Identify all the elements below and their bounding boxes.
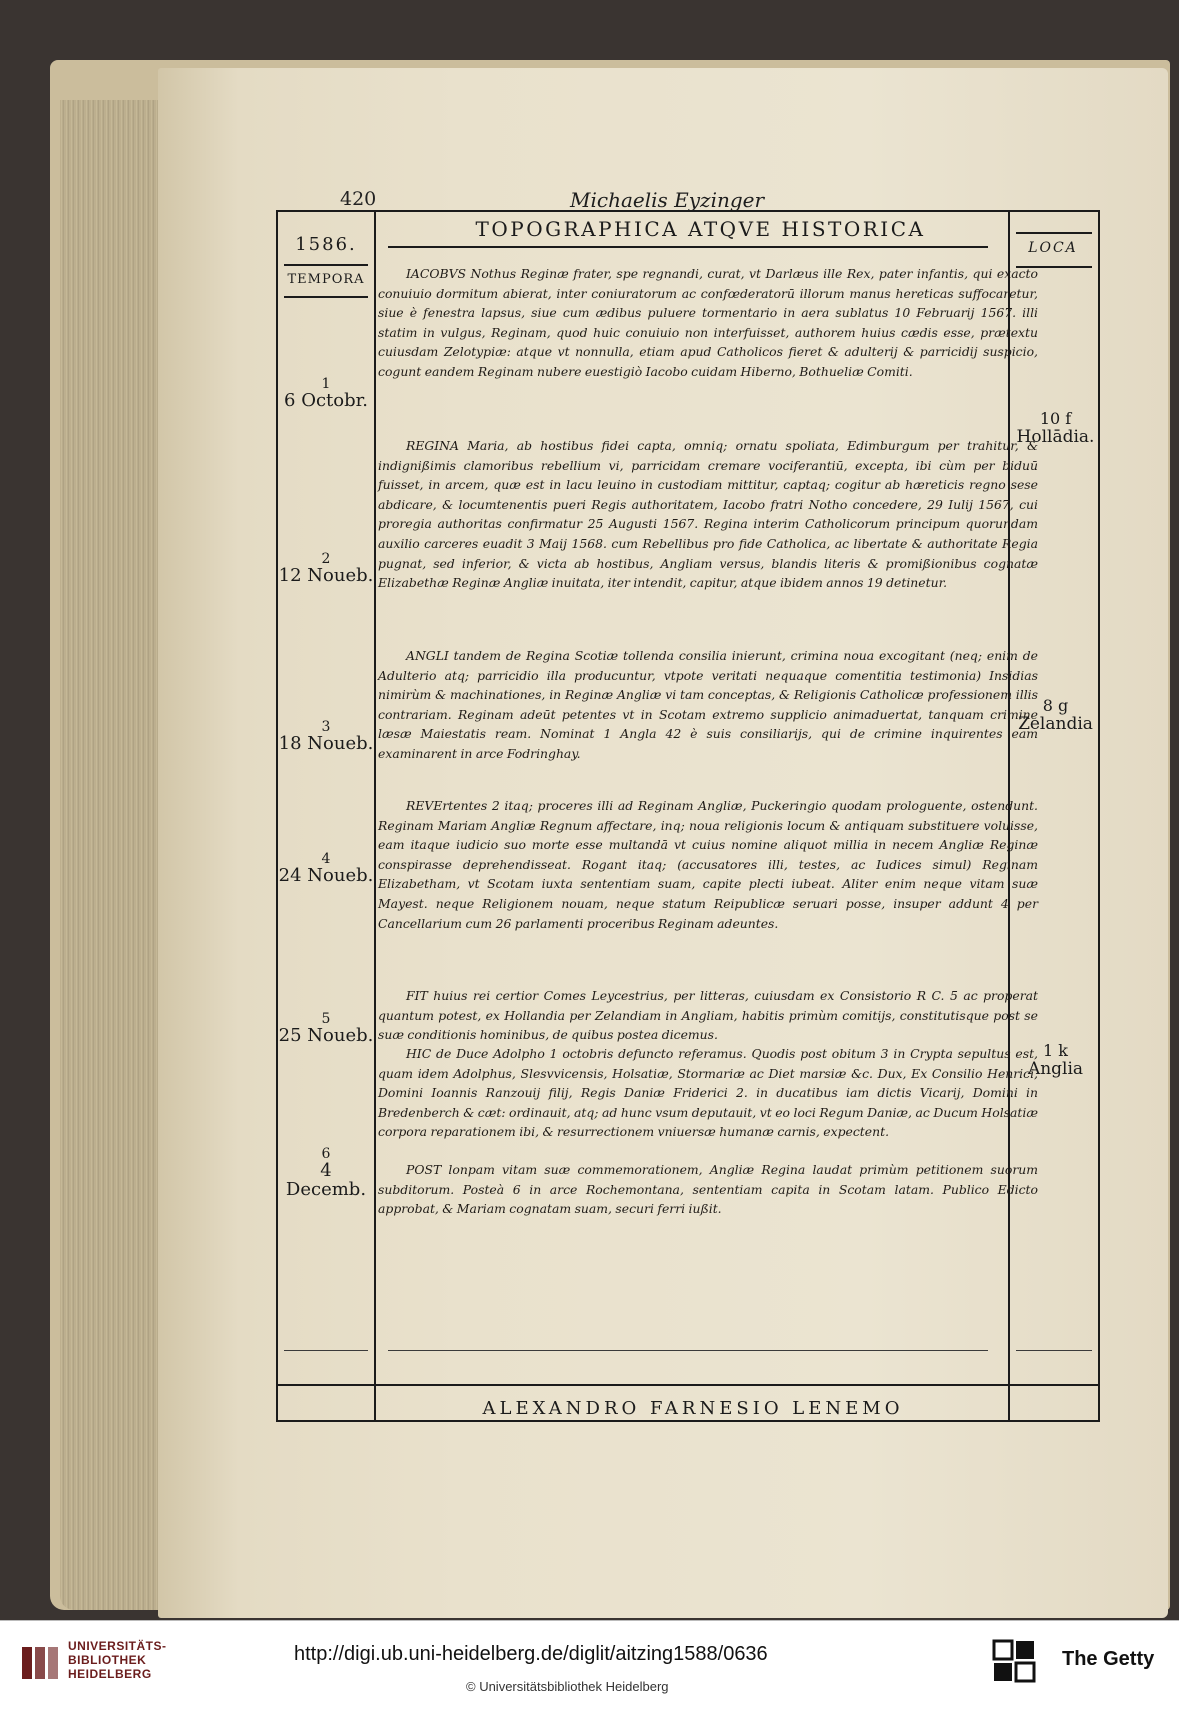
place-name: Hollādia. <box>1016 426 1095 447</box>
page-frame <box>276 210 1100 1422</box>
date-note-number: 1 <box>321 376 331 392</box>
loca-label: LOCA <box>1028 240 1078 256</box>
date-marker <box>278 1147 374 1199</box>
library-name-line: BIBLIOTHEK <box>68 1653 147 1667</box>
page-edges <box>60 100 170 1610</box>
date-day: 25 Noueb. <box>278 1024 374 1046</box>
paragraph: IACOBVS Nothus Reginæ frater, spe regnandi, curat, vt Darlæus ille Rex, pater infantis, qui exacto conuiuio dormitum abierat, inter coniuratorum ac confœderatorū illorum manus hereticas suffocaretur, siue è fenestra lapsus, siue cum ædibus puluere tormentario in aera sublatus 10 Februarij 1567. illi statim in vulgus, Reginam, quod huic conuiuio non interfuisset, authorem huius cædis esse, prætextu cuiusdam Zelotypiæ: atque vt nonnulla, etiam apud Catholicos fieret & adulterij & parricidij suspicio, cogunt eandem Reginam nubere euestigiò Iacobo cuidam Hiberno, Bothueliæ Comiti. <box>378 266 1038 379</box>
library-name <box>68 1639 167 1681</box>
date-note-number: 3 <box>321 719 331 735</box>
paragraph: FIT huius rei certior Comes Leycestrius, per litteras, cuiusdam ex Consistorio R C. 5 ac properat quantum potest, ex Hollandia per Zelandiam in Angliam, habitis primùm comitijs, constitutisque post se suæ conditionis hominibus, de quibus postea dicemus. <box>378 988 1038 1043</box>
date-day: 24 Noueb. <box>278 864 374 886</box>
library-name-line: UNIVERSITÄTS- <box>68 1639 167 1653</box>
getty-logo-icon <box>990 1635 1040 1685</box>
tempora-label: TEMPORA <box>287 272 365 287</box>
library-name-line: HEIDELBERG <box>68 1667 152 1681</box>
university-library-logo-icon <box>20 1643 60 1683</box>
place-name: Zelandia <box>1018 713 1093 734</box>
date-column-footer-rule <box>284 1350 368 1351</box>
folio-number: 420 <box>340 188 377 210</box>
partner-name: The Getty <box>1062 1648 1155 1670</box>
running-title: Michaelis Eyzinger <box>570 188 765 212</box>
date-marker <box>278 852 374 886</box>
paragraph: POST lonpam vitam suæ commemorationem, Angliæ Regina laudat primùm petitionem suorum subditorum. Posteà 6 in arce Rochemontana, sententiam capita in Scotam latam. Publico Edicto approbat, & Mariam cognatam suam, securi ferri iußit. <box>378 1162 1038 1217</box>
date-day: 18 Noueb. <box>278 732 374 754</box>
date-note-number: 2 <box>321 551 331 567</box>
date-day: 12 Noueb. <box>278 564 374 586</box>
footer-title: ALEXANDRO FARNESIO LENEMO <box>482 1398 904 1419</box>
date-marker <box>278 552 374 586</box>
footer-rule <box>278 1384 1098 1386</box>
date-note-number: 5 <box>321 1011 331 1027</box>
date-day: 6 Octobr. <box>284 389 368 411</box>
permalink-url[interactable]: http://digi.ub.uni-heidelberg.de/diglit/aitzing1588/0636 <box>294 1643 768 1665</box>
date-marker <box>278 377 374 411</box>
running-head <box>340 188 1040 212</box>
viewer-footer <box>0 1620 1179 1710</box>
paragraph: HIC de Duce Adolpho 1 octobris defuncto referamus. Quodis post obitum 3 in Crypta sepultus est, quam idem Adolphus, Slesvvicensis, Holsatiæ, Stormariæ ac Diet marsiæ &c. Dux, Ex Consilio Henrici, Domini Ioannis Ranzouij filij, Regis Daniæ Friderici 2. in ducatibus iam dictis Vicarij, Domini in Bredenberch & cæt: ordinauit, atq; ad hunc vsum deputauit, vt eo loci Regum Daniæ, ac Ducum Holsatiæ corpora reparationem ibi, & resurrectionem vniuersæ humanæ carnis, expectent. <box>378 1046 1038 1140</box>
copyright-notice: © Universitätsbibliothek Heidelberg <box>466 1679 669 1694</box>
date-day: 4 Decemb. <box>285 1159 367 1200</box>
date-marker <box>278 1012 374 1046</box>
place-name: Anglia <box>1027 1058 1084 1079</box>
loca-rule-top <box>1016 232 1092 234</box>
main-title: TOPOGRAPHICA ATQVE HISTORICA <box>475 217 926 241</box>
paragraph: ANGLI tandem de Regina Scotiæ tollenda consilia inierunt, crimina noua excogitant (neq; enim de Adulterio atq; parricidio illa producuntur, vtpote veritati nequaque comentitia testimonia) Insidias nimirùm & machinationes, in Reginæ Angliæ vi tam conceptas, & Religionis Catholicæ professionem illis contrariam. Reginam adeūt petentes vt in Scotam extremo supplicio animaduertat, tanquam crimine læsæ Maiestatis ream. Nominat 1 Angla 42 è suis consiliarijs, qui de crimine inquirentes eam examinarent in arce Fodringhay. <box>378 648 1038 761</box>
place-code: 8 g <box>1042 696 1069 715</box>
place-code: 1 k <box>1043 1041 1068 1060</box>
year-label: 1586. <box>295 234 357 255</box>
title-rule <box>388 246 988 248</box>
date-note-number: 4 <box>321 851 331 867</box>
paragraph: REGINA Maria, ab hostibus fidei capta, omniq; ornatu spoliata, Edimburgum per trahitur, & indignißimis clamoribus rebellium vi, parricidam cremare vociferantiū, excepta, ibi cùm per biduū fuisset, in arcem, quæ est in lacu leuino in custodiam mittitur, captaq; cogitur ab hæreticis regno sese abdicare, & locumtenentis pueri Regis authoritatem, Iacobo fratri Notho concedere, 29 Iulij 1567, cui proregia authoritas confirmatur 25 Augusti 1567. Regina interim Catholicorum principum quorundam auxilio carceres euadit 3 Maij 1568. cum Rebellibus pro fide Catholica, ac libertate & authoritate Regia pugnat, sed inferior, & victa ab hostibus, Angliam versus, blandis literis & promißionibus cognatæ Elizabethæ Reginæ Angliæ inuitata, iter intendit, capitur, atque ibidem annos 19 detinetur. <box>378 438 1038 591</box>
date-note-number: 6 <box>321 1146 331 1162</box>
year-rule <box>284 264 368 266</box>
text-column-footer-rule <box>388 1350 988 1351</box>
place-code: 10 f <box>1039 409 1072 428</box>
left-column-divider <box>374 212 376 1420</box>
date-marker <box>278 720 374 754</box>
paragraph: REVErtentes 2 itaq; proceres illi ad Reginam Angliæ, Puckeringio quodam prologuente, ostendunt. Reginam Mariam Angliæ Regnum affectare, inq; noua religionis locum & antiquam substituere voluisse, eam itaque iudicio suo morte esse multandā vt cuius nomine aliquot millia in necem Angliæ Reginæ conspirasse deprehendisseat. Rogant itaq; (accusatores illi, testes, ac Iudices simul) Reginam Elizabetham, vt Scotam iuxta sententiam suam, capite plecti iubeat. Aliter enim neque vitam suæ Mayest. neque Religionem nouam, neque statum Reipublicæ seruari posse, insuper addunt 4 per Cancellarium cum 26 parlamenti proceribus Reginam adeuntes. <box>378 798 1038 931</box>
loca-column-footer-rule <box>1016 1350 1092 1351</box>
tempora-rule <box>284 296 368 298</box>
